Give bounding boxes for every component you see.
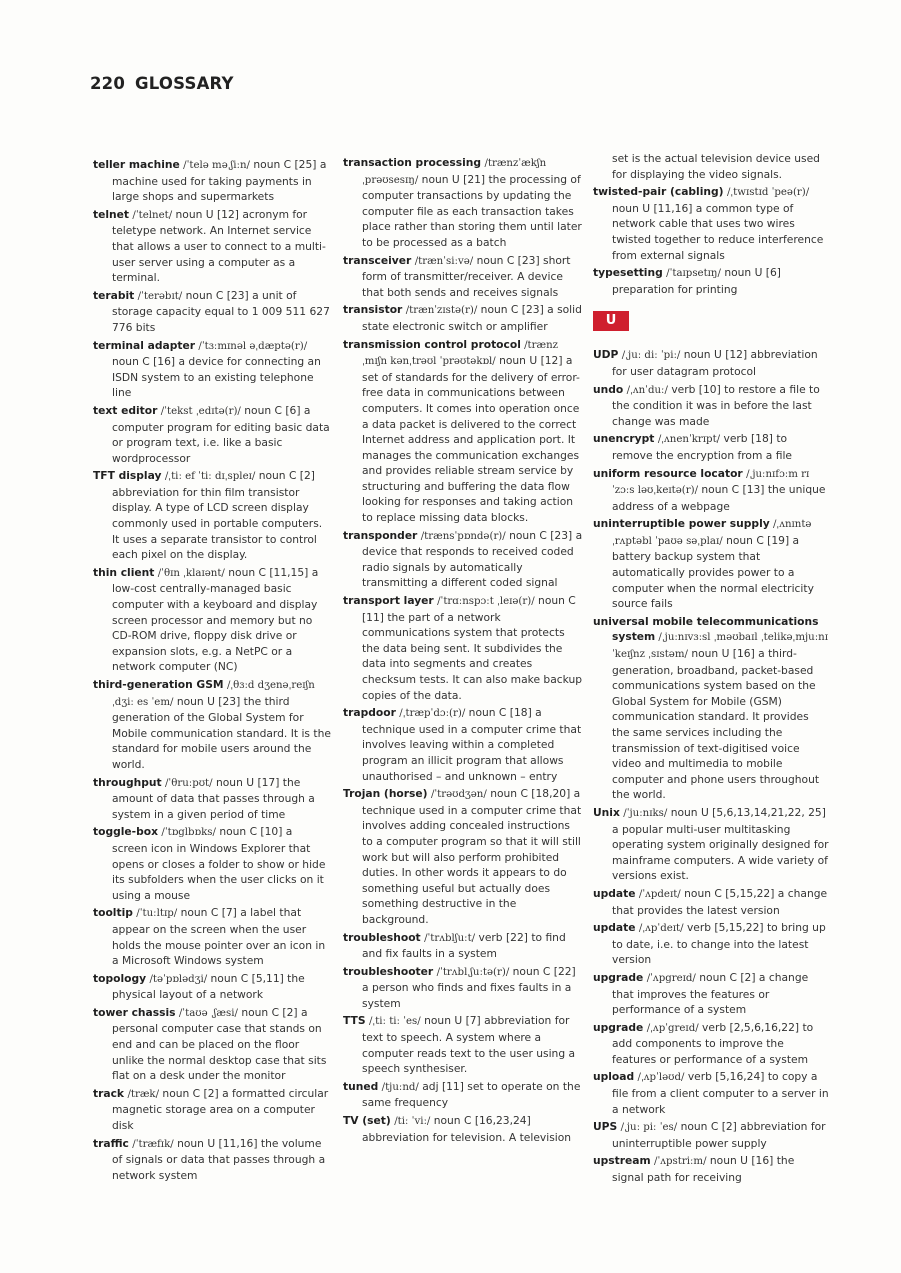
glossary-column-3 <box>593 151 829 1188</box>
pronunciation: /tjuːnd/ <box>381 1081 419 1093</box>
pronunciation: /ˈʌpdeɪt/ <box>638 888 681 900</box>
glossary-entry <box>343 253 583 301</box>
headword: twisted-pair (cabling) <box>593 185 724 199</box>
pronunciation: /ˌʌpˈdeɪt/ <box>638 923 684 935</box>
definition: noun C [22] a person who finds and fixes faults in a system <box>362 964 576 1010</box>
definition: noun U [16] a third-generation, broadband, packet-based communications system based on the Global System for Mobile (GSM) communication standard. It provides the same services including the transmission of text-digitised voice video and multimedia to mobile computer and phone users throughout the world. <box>612 647 820 802</box>
headword: transponder <box>343 528 418 542</box>
headword: teller machine <box>93 158 180 171</box>
definition: noun C [25] a machine used for taking payments in large shops and supermarkets <box>112 158 327 204</box>
pronunciation: /trænˈzɪstə(r)/ <box>405 305 478 317</box>
definition: noun C [23] short form of transmitter/receiver. A device that both sends and receives signals <box>362 253 571 299</box>
definition: noun U [23] the third generation of the Global System for Mobile communication standard. It is the standard for mobile users around the world. <box>112 694 331 771</box>
headword: traffic <box>93 1136 129 1150</box>
glossary-entry <box>343 930 583 962</box>
pronunciation: /ˌʌpˈləʊd/ <box>637 1072 685 1084</box>
definition: verb [5,15,22] to bring up to date, i.e. to change into the latest version <box>612 921 826 967</box>
definition: noun U [12] a set of standards for the delivery of error-free data in communications between computers. It comes into operation once a data packet is delivered to the correct Internet address and application port. It manages the communication exchanges and provides reliable stream service by structuring and buffering the data flow looking for responses and taking action to replace missing data blocks. <box>362 354 580 525</box>
pronunciation: /ˌʌnˈduː/ <box>626 384 668 396</box>
pronunciation: /ˈtuːltɪp/ <box>136 908 178 920</box>
pronunciation: /ˈtɒglbɒks/ <box>161 827 216 839</box>
definition: noun C [23] a device that responds to received coded radio signals by automatically transmitting a different coded signal <box>362 528 583 590</box>
glossary-entry <box>343 786 583 927</box>
glossary-entry <box>593 466 829 515</box>
headword: typesetting <box>593 266 663 280</box>
definition: noun C [11] the part of a network communications system that protects the data being sent. It subdivides the data into segments and creates checksum tests. It can also make backup copies of the data. <box>362 594 583 702</box>
definition: noun C [2] abbreviation for uninterruptible power supply <box>612 1120 826 1150</box>
definition: noun C [10] a screen icon in Windows Explorer that opens or closes a folder to show or hide its subfolders when the user clicks on it using a mouse <box>112 825 326 902</box>
section-letter-badge: U <box>593 311 629 331</box>
definition: noun C [6] a computer program for editing basic data or program text, i.e. like a basic wordprocessor <box>112 403 330 465</box>
definition: noun U [12] acronym for teletype network. An Internet service that allows a user to connect to a multi-user server using a computer as a terminal. <box>112 207 326 285</box>
headword: upload <box>593 1070 635 1084</box>
pronunciation: /ˈtelə məˌʃiːn/ <box>183 160 250 171</box>
pronunciation: /ˈtaɪpsetɪŋ/ <box>666 268 721 280</box>
definition: noun C [23] a solid state electronic switch or amplifier <box>362 303 582 333</box>
glossary-entry <box>593 886 829 918</box>
glossary-entry <box>93 207 331 286</box>
pronunciation: /ˈθruːpʊt/ <box>164 777 213 789</box>
glossary-entry <box>93 338 331 401</box>
definition: noun C [11,15] a low-cost centrally-managed basic computer with a keyboard and display screen processor and memory but no CD-ROM drive, floppy disk drive or expansion slots, e.g. a NetPC or a network computer (NC) <box>112 565 319 674</box>
headword: Unix <box>593 805 620 819</box>
glossary-entry <box>593 184 829 263</box>
definition: verb [18] to remove the encryption from a file <box>612 432 793 462</box>
pronunciation: /ˈtræfɪk/ <box>132 1138 174 1150</box>
headword: throughput <box>93 775 162 789</box>
definition: noun C [5,11] the physical layout of a network <box>112 971 305 1002</box>
definition: noun C [13] the unique address of a webpage <box>612 483 826 513</box>
glossary-entry <box>93 468 331 563</box>
definition: adj [11] set to operate on the same frequency <box>362 1079 581 1110</box>
definition: noun C [18,20] a technique used in a computer crime that involves adding concealed instructions to a computer program so that it will still work but will also perform prohibited duties. In other words it appears to do something useful but actually does something destructive in the background. <box>362 787 582 926</box>
headword: upgrade <box>593 1020 644 1034</box>
headword: universal mobile telecommunications system <box>593 614 819 644</box>
headword: topology <box>93 971 147 985</box>
pronunciation: /ˈtrʌblʃuːt/ <box>424 932 476 944</box>
pronunciation: /trænsˈpɒndə(r)/ <box>420 530 506 542</box>
definition: noun C [2] a change that improves the features or performance of a system <box>612 970 809 1017</box>
glossary-entry <box>593 805 829 884</box>
pronunciation: /ˌjuːnɪfɔːm rɪˈzɔːs ləʊˌkeɪtə(r)/ <box>612 468 810 497</box>
glossary-entry <box>593 614 829 803</box>
definition: noun U [7] abbreviation for text to speech. A system where a computer reads text to the user using a speech synthesiser. <box>362 1014 576 1076</box>
definition: noun U [12] abbreviation for user datagram protocol <box>612 348 818 378</box>
definition: noun U [11,16] a common type of network cable that uses two wires twisted together to reduce interference from external signals <box>612 201 824 262</box>
definition: noun C [19] a battery backup system that automatically provides power to a computer when the normal electricity source fails <box>612 533 814 611</box>
definition: noun C [7] a label that appear on the screen when the user holds the mouse pointer over an icon in a Microsoft Windows system <box>112 906 326 968</box>
definition: noun U [5,6,13,14,21,22, 25] a popular multi-user multitasking operating system originally designed for mainframe computers. A wide variety of versions exist. <box>612 805 829 883</box>
definition: verb [10] to restore a file to the condition it was in before the last change was made <box>612 382 820 428</box>
headword: update <box>593 921 636 935</box>
headword: terabit <box>93 288 135 302</box>
headword: UDP <box>593 348 619 362</box>
pronunciation: /ˌjuː diː ˈpiː/ <box>621 350 681 362</box>
pronunciation: /ˈtaʊə ˌʃæsi/ <box>178 1007 238 1019</box>
glossary-entry <box>93 157 331 205</box>
definition: noun C [5,15,22] a change that provides the latest version <box>612 886 828 917</box>
page-title: GLOSSARY <box>135 74 234 93</box>
headword: transaction processing <box>343 156 482 169</box>
headword: transmission control protocol <box>343 337 521 351</box>
headword: tooltip <box>93 906 133 920</box>
headword: toggle-box <box>93 825 158 839</box>
definition: verb [22] to find and fix faults in a system <box>362 930 566 961</box>
pronunciation: /ˈtrɑːnspɔːt ˌleɪə(r)/ <box>437 596 535 608</box>
headword: tuned <box>343 1079 379 1093</box>
glossary-entry <box>593 1020 829 1068</box>
pronunciation: /ˈterəbɪt/ <box>137 290 183 302</box>
pronunciation: /ˈtelnet/ <box>132 209 173 221</box>
definition: noun U [6] preparation for printing <box>612 266 781 296</box>
headword: TFT display <box>93 469 162 483</box>
glossary-entry <box>593 382 829 430</box>
headword: track <box>93 1086 125 1100</box>
definition: noun C [2] a formatted circular magnetic storage area on a computer disk <box>112 1086 329 1133</box>
glossary-entry <box>93 677 331 773</box>
glossary-entry <box>93 905 331 968</box>
headword: TTS <box>343 1014 366 1028</box>
glossary-entry <box>93 775 331 823</box>
glossary-entry <box>593 431 829 463</box>
definition: verb [5,16,24] to copy a file from a client computer to a server in a network <box>612 1070 829 1116</box>
headword: tower chassis <box>93 1005 176 1019</box>
glossary-entry <box>93 1136 331 1184</box>
pronunciation: /ˈtɜːmɪnəl əˌdæptə(r)/ <box>198 340 308 352</box>
pronunciation: /ˈʌpstriːm/ <box>654 1156 707 1168</box>
pronunciation: /ˌʌnɪntəˌrʌptəbl ˈpaʊə səˌplaɪ/ <box>612 519 812 547</box>
glossary-entry <box>593 1119 829 1151</box>
definition: noun C [2] abbreviation for thin film transistor display. A type of LCD screen display commonly used in portable computers. It uses a separate transistor to control each pixel on the display. <box>112 469 323 562</box>
pronunciation: /ˈjuːnɪks/ <box>623 807 668 819</box>
glossary-entry <box>93 1005 331 1084</box>
headword: UPS <box>593 1120 618 1134</box>
glossary-entry <box>343 964 583 1012</box>
glossary-entry <box>343 1079 583 1111</box>
glossary-entry <box>93 824 331 903</box>
glossary-entry <box>593 970 829 1018</box>
pronunciation: /ˌtiː ef ˈtiː dɪˌspleɪ/ <box>164 471 256 483</box>
headword: transistor <box>343 303 403 317</box>
page-number: 220 <box>90 74 126 93</box>
headword: telnet <box>93 207 129 221</box>
pronunciation: /træk/ <box>127 1088 160 1100</box>
glossary-entry <box>593 265 829 297</box>
pronunciation: /təˈpɒlədʒi/ <box>149 973 208 985</box>
glossary-entry <box>93 565 331 675</box>
headword: TV (set) <box>343 1114 391 1128</box>
headword: update <box>593 886 636 900</box>
pronunciation: /ˈtrəʊdʒən/ <box>430 789 487 801</box>
pronunciation: /ˈtekst ˌedɪtə(r)/ <box>160 405 241 417</box>
headword: unencrypt <box>593 432 655 446</box>
headword: uninterruptible power supply <box>593 517 770 531</box>
definition: noun C [2] a personal computer case that stands on end and can be placed on the floor unlike the normal desktop case that sits flat on a desk under the monitor <box>112 1005 327 1083</box>
glossary-entry <box>343 1013 583 1076</box>
headword: troubleshooter <box>343 964 434 978</box>
pronunciation: /ˈtrʌblˌʃuːtə(r)/ <box>436 966 510 978</box>
definition: verb [2,5,6,16,22] to add components to improve the features or performance of a system <box>612 1020 814 1066</box>
pronunciation: /ˈθɪn ˌklaɪənt/ <box>157 567 225 579</box>
glossary-entry <box>343 155 583 251</box>
pronunciation: /trænˈsiːvə/ <box>414 255 474 267</box>
definition: noun C [16] a device for connecting an ISDN system to an existing telephone line <box>112 355 321 400</box>
headword: uniform resource locator <box>593 466 743 480</box>
glossary-entry <box>93 403 331 466</box>
definition-continuation: set is the actual television device used for displaying the video signals. <box>612 152 820 181</box>
glossary-entry <box>343 705 583 784</box>
glossary-column-1 <box>93 157 331 1185</box>
headword: undo <box>593 382 624 396</box>
pronunciation: /ˈʌpgreɪd/ <box>646 972 696 984</box>
definition: noun C [18] a technique used in a computer crime that involves leaving within a completed program an illicit program that allows unauthorised – and unknown – entry <box>362 706 582 783</box>
definition: noun C [16,23,24] abbreviation for television. A television <box>362 1114 572 1144</box>
glossary-entry <box>593 920 829 968</box>
glossary-entry <box>343 337 583 526</box>
headword: trapdoor <box>343 706 396 720</box>
headword: Trojan (horse) <box>343 787 428 801</box>
definition: noun C [23] a unit of storage capacity equal to 1 009 511 627 776 bits <box>112 288 330 334</box>
glossary-entry <box>343 1113 583 1145</box>
pronunciation: /ˌtwɪstɪd ˈpeə(r)/ <box>726 187 810 199</box>
definition: noun U [17] the amount of data that passes through a system in a given period of time <box>112 775 315 821</box>
continued-definition <box>593 151 829 182</box>
pronunciation: /tiː ˈviː/ <box>394 1116 431 1128</box>
headword: transceiver <box>343 253 412 267</box>
headword: third-generation GSM <box>93 678 224 691</box>
pronunciation: /trænzˌmɪʃn kənˌtrəʊl ˈprəʊtəkɒl/ <box>362 339 559 368</box>
glossary-column-2 <box>343 155 583 1147</box>
glossary-entry <box>93 288 331 336</box>
headword: text editor <box>93 403 158 417</box>
definition: noun U [16] the signal path for receiving <box>612 1154 795 1185</box>
headword: terminal adapter <box>93 338 195 352</box>
pronunciation: /ˌjuːnɪvɜːsl ˌməʊbaɪl ˌtelikəˌmjuːnɪˈkeɪʃnz ˌsɪstəm/ <box>612 632 828 661</box>
glossary-entry <box>93 971 331 1003</box>
pronunciation: /ˌʌnenˈkrɪpt/ <box>657 434 721 446</box>
pronunciation: /ˌtræpˈdɔː(r)/ <box>399 708 466 720</box>
headword: troubleshoot <box>343 930 421 944</box>
pronunciation: /ˌθɜːd dʒenəˌreɪʃn ˌdʒiː es ˈem/ <box>112 680 315 708</box>
glossary-entry <box>593 1069 829 1117</box>
page-header <box>90 74 234 93</box>
glossary-entry <box>343 593 583 703</box>
headword: thin client <box>93 565 155 579</box>
glossary-entry <box>343 528 583 591</box>
pronunciation: /ˌjuː piː ˈes/ <box>620 1122 678 1134</box>
pronunciation: /ˌtiː tiː ˈes/ <box>368 1016 421 1028</box>
definition: noun U [11,16] the volume of signals or data that passes through a network system <box>112 1136 326 1182</box>
headword: transport layer <box>343 594 434 608</box>
glossary-entry <box>343 302 583 334</box>
pronunciation: /ˌʌpˈgreɪd/ <box>646 1022 699 1034</box>
glossary-entry <box>593 1153 829 1185</box>
glossary-entry <box>93 1086 331 1134</box>
pronunciation: /trænzˈækʃn ˌprəʊsesɪŋ/ <box>362 158 547 186</box>
glossary-entry <box>593 347 829 379</box>
headword: upstream <box>593 1154 651 1168</box>
headword: upgrade <box>593 970 644 984</box>
definition: noun U [21] the processing of computer transactions by updating the computer file as each transaction takes place rather than storing them until later to be processed as a batch <box>362 172 582 249</box>
glossary-entry <box>593 516 829 612</box>
